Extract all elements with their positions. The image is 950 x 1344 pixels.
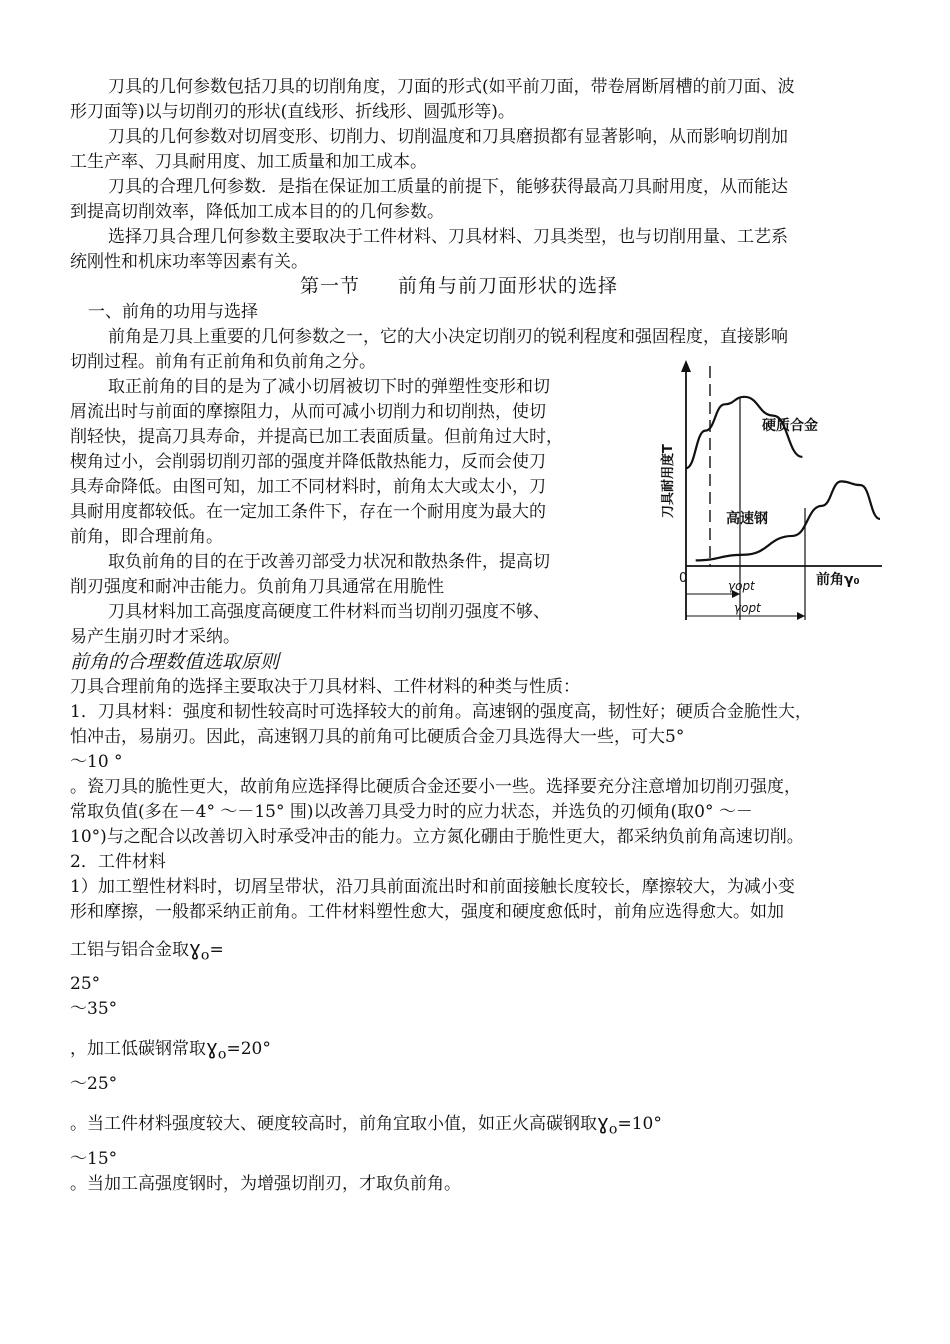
sub1-para-2-line-2: 屑流出时与前面的摩擦阻力，从而可减小切削力和切削热，使切 (70, 402, 546, 422)
item-1-line-5: 常取负值(多在－4° ～－15° 围)以改善刀具受力时的应力状态，并选负的刃倾角(取0° ～－ (70, 802, 753, 822)
item-1-line-4: 。瓷刀具的脆性更大，故前角应选择得比硬质合金还要小一些。选择要充分注意增加切削刃强度， (70, 777, 801, 797)
y-axis-label: 刀具耐用度T (661, 444, 676, 518)
sub1-para-2-line-1: 取正前角的目的是为了减小切屑被切下时的弹塑性变形和切 (108, 377, 550, 397)
final-line: 。当加工高强度钢时，为增强切削刃，才取负前角。 (70, 1174, 461, 1194)
x-axis-label: 前角γ₀ (816, 572, 860, 588)
item-1-line-6: 10°)与之配合以改善切入时承受冲击的能力。立方氮化硼由于脆性更大，都采纳负前角高速切削。 (70, 827, 804, 847)
item-1-line-3: ～10 ° (70, 752, 123, 772)
sub1-para-3-line-2: 削刃强度和耐冲击能力。负前角刀具通常在用脆性 (70, 577, 444, 597)
equals-sign: = (209, 940, 224, 960)
high-carbon-value: =10° (617, 1114, 662, 1134)
low-carbon-text: ，加工低碳钢常取 (70, 1039, 206, 1059)
section-number: 第一节 (300, 275, 361, 297)
opt-label-hss: γopt (734, 601, 761, 615)
legend-label-hss: 高速钢 (726, 511, 768, 527)
sub1-para-1-line-1: 前角是刀具上重要的几何参数之一，它的大小决定切削刃的锐利程度和强固程度，直接影响 (108, 327, 788, 347)
principle-heading: 前角的合理数值选取原则 (70, 651, 280, 673)
value-25: 25° (70, 974, 101, 994)
gamma-symbol: ɣ (597, 1110, 609, 1134)
sub1-para-3-line-1: 取负前角的目的在于改善刃部受力状况和散热条件，提高切 (108, 552, 550, 572)
intro-para-1-line-2: 形刀面等)以与切削刃的形状(直线形、折线形、圆弧形等)。 (70, 102, 515, 122)
sub1-para-2-line-3: 削轻快，提高刀具寿命，并提高已加工表面质量。但前角过大时， (70, 427, 563, 447)
value-25b: ～25° (70, 1074, 118, 1094)
sub1-para-2-line-4: 楔角过小，会削弱切削刃部的强度并降低散热能力，反而会使刀 (70, 452, 546, 472)
rake-angle-life-chart (650, 358, 890, 628)
value-35: ～35° (70, 999, 118, 1019)
sub1-para-2-line-5: 具寿命降低。由图可知，加工不同材料时，前角太大或太小，刀 (70, 477, 546, 497)
high-carbon-line (70, 1111, 662, 1140)
aluminum-text: 工铝与铝合金取 (70, 940, 189, 960)
intro-para-3-line-2: 到提高切削效率，降低加工成本目的的几何参数。 (70, 202, 444, 222)
item-1-line-1: 1．刀具材料：强度和韧性较高时可选择较大的前角。高速钢的强度高，韧性好；硬质合金脆性大， (70, 702, 812, 722)
principle-intro: 刀具合理前角的选择主要取决于刀具材料、工件材料的种类与性质： (70, 677, 580, 697)
intro-para-4-line-2: 统刚性和机床功率等因素有关。 (70, 252, 308, 272)
section-heading (300, 275, 618, 297)
intro-para-4-line-1: 选择刀具合理几何参数主要取决于工件材料、刀具材料、刀具类型，也与切削用量、工艺系 (108, 227, 788, 247)
item-2-line-3 (70, 937, 224, 966)
high-carbon-text: 。当工件材料强度较大、硬度较高时，前角宜取小值，如正火高碳钢取 (70, 1114, 597, 1134)
gamma-symbol: ɣ (206, 1035, 218, 1059)
item-2-title: 2．工件材料 (70, 852, 166, 872)
sub1-para-2-line-6: 具耐用度都较低。在一定加工条件下，存在一个耐用度为最大的 (70, 502, 546, 522)
gamma-subscript: o (217, 1046, 227, 1063)
sub1-para-4-line-2: 易产生崩刃时才采纳。 (70, 627, 240, 647)
section-title: 前角与前刀面形状的选择 (398, 275, 619, 297)
gamma-subscript: o (200, 947, 210, 964)
opt-label-carbide: γopt (728, 579, 755, 593)
legend-label-carbide: 硬质合金 (762, 418, 818, 434)
intro-para-2-line-2: 工生产率、刀具耐用度、加工质量和加工成本。 (70, 152, 427, 172)
sub1-para-4-line-1: 刀具材料加工高强度高硬度工件材料而当切削刃强度不够、 (108, 602, 550, 622)
opt-dim-hss-arrow (797, 612, 805, 620)
y-axis-arrow (681, 360, 691, 372)
subsection-heading: 一、前角的功用与选择 (88, 302, 258, 322)
gamma-symbol: ɣ (189, 936, 201, 960)
low-carbon-value: =20° (226, 1039, 271, 1059)
low-carbon-line (70, 1036, 271, 1065)
gamma-subscript: o (608, 1121, 618, 1138)
sub1-para-1-line-2: 切削过程。前角有正前角和负前角之分。 (70, 352, 376, 372)
item-1-line-2: 怕冲击，易崩刃。因此，高速钢刀具的前角可比硬质合金刀具选得大一些，可大5° (70, 727, 685, 747)
sub1-para-2-line-7: 前角，即合理前角。 (70, 527, 223, 547)
series-line-hss (696, 481, 880, 560)
value-15: ～15° (70, 1149, 118, 1169)
intro-para-3-line-1: 刀具的合理几何参数．是指在保证加工质量的前提下，能够获得最高刀具耐用度，从而能达 (108, 177, 788, 197)
origin-label: 0 (679, 571, 688, 586)
item-2-line-2: 形和摩擦，一般都采纳正前角。工件材料塑性愈大，强度和硬度愈低时，前角应选得愈大。如加 (70, 902, 784, 922)
item-2-line-1: 1）加工塑性材料时，切屑呈带状，沿刀具前面流出时和前面接触长度较长，摩擦较大，为减小变 (70, 877, 795, 897)
intro-para-2-line-1: 刀具的几何参数对切屑变形、切削力、切削温度和刀具磨损都有显著影响，从而影响切削加 (108, 127, 788, 147)
intro-para-1-line-1: 刀具的几何参数包括刀具的切削角度，刀面的形式(如平前刀面，带卷屑断屑槽的前刀面、波 (108, 77, 795, 97)
